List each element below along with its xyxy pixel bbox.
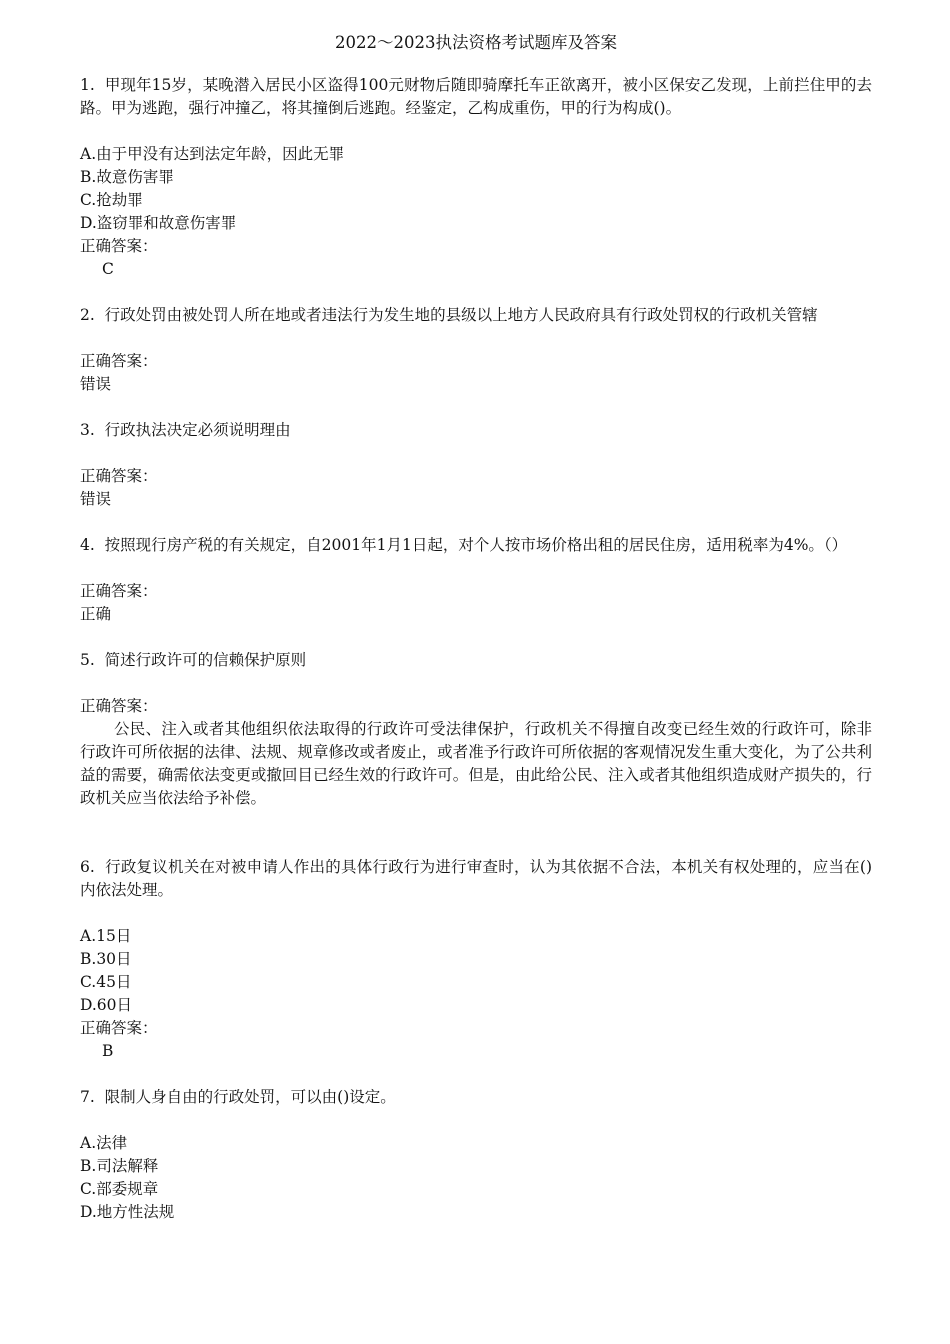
question-number: 3. bbox=[80, 421, 95, 439]
document-title: 2022～2023执法资格考试题库及答案 bbox=[335, 33, 617, 52]
question-number: 6. bbox=[80, 858, 95, 876]
question-7 bbox=[80, 1086, 872, 1224]
option-a: A.法律 bbox=[80, 1134, 128, 1152]
answer-value: C bbox=[102, 260, 114, 278]
answer-label: 正确答案： bbox=[80, 237, 158, 255]
option-a: A.由于甲没有达到法定年龄，因此无罪 bbox=[80, 145, 345, 163]
answer-essay: 公民、注入或者其他组织依法取得的行政许可受法律保护，行政机关不得擅自改变已经生效的行政许可，除非行政许可所依据的法律、法规、规章修改或者废止，或者准予行政许可所依据的客观情况发生重大变化，为了公共利益的需要，确需依法变更或撤回目已经生效的行政许可。但是，由此给公民、注入或者其他组织造成财产损失的，行政机关应当依法给予补偿。 bbox=[80, 720, 872, 807]
question-6-stem bbox=[80, 856, 872, 902]
answer-value: 错误 bbox=[80, 490, 112, 508]
option-d: D.盗窃罪和故意伤害罪 bbox=[80, 214, 237, 232]
answer-label: 正确答案： bbox=[80, 352, 158, 370]
option-d: D.60日 bbox=[80, 996, 133, 1014]
option-c: C.部委规章 bbox=[80, 1180, 159, 1198]
option-d: D.地方性法规 bbox=[80, 1203, 175, 1221]
answer-value: B bbox=[102, 1042, 114, 1060]
question-5-stem bbox=[80, 649, 872, 672]
question-4 bbox=[80, 534, 872, 626]
option-b: B.故意伤害罪 bbox=[80, 168, 174, 186]
answer-label: 正确答案： bbox=[80, 467, 158, 485]
question-2-stem bbox=[80, 304, 872, 327]
answer-value: 错误 bbox=[80, 375, 112, 393]
question-number: 5. bbox=[80, 651, 95, 669]
answer-value: 正确 bbox=[80, 605, 112, 623]
option-b: B.30日 bbox=[80, 950, 132, 968]
question-text: 按照现行房产税的有关规定，自2001年1月1日起，对个人按市场价格出租的居民住房，适用税率为4%。（） bbox=[104, 536, 848, 554]
question-text: 限制人身自由的行政处罚，可以由()设定。 bbox=[104, 1088, 396, 1106]
option-c: C.抢劫罪 bbox=[80, 191, 143, 209]
question-text: 行政复议机关在对被申请人作出的具体行政行为进行审查时，认为其依据不合法，本机关有权处理的，应当在()内依法处理。 bbox=[80, 858, 872, 899]
question-number: 2. bbox=[80, 306, 95, 324]
question-7-stem bbox=[80, 1086, 872, 1109]
question-1 bbox=[80, 74, 872, 281]
question-2 bbox=[80, 304, 872, 396]
question-text: 行政处罚由被处罚人所在地或者违法行为发生地的县级以上地方人民政府具有行政处罚权的行政机关管辖 bbox=[104, 306, 818, 324]
question-text: 简述行政许可的信赖保护原则 bbox=[104, 651, 307, 669]
option-c: C.45日 bbox=[80, 973, 132, 991]
question-4-stem bbox=[80, 534, 872, 557]
answer-label: 正确答案： bbox=[80, 582, 158, 600]
question-text: 甲现年15岁，某晚潜入居民小区盗得100元财物后随即骑摩托车正欲离开，被小区保安乙发现，上前拦住甲的去路。甲为逃跑，强行冲撞乙，将其撞倒后逃跑。经鉴定，乙构成重伤，甲的行为构成()。 bbox=[80, 76, 872, 117]
question-number: 7. bbox=[80, 1088, 95, 1106]
option-b: B.司法解释 bbox=[80, 1157, 159, 1175]
question-3-stem bbox=[80, 419, 872, 442]
question-5 bbox=[80, 649, 872, 810]
question-text: 行政执法决定必须说明理由 bbox=[104, 421, 291, 439]
question-6 bbox=[80, 856, 872, 1063]
option-a: A.15日 bbox=[80, 927, 132, 945]
answer-label: 正确答案： bbox=[80, 697, 158, 715]
question-1-stem bbox=[80, 74, 872, 120]
question-number: 4. bbox=[80, 536, 95, 554]
question-number: 1. bbox=[80, 76, 95, 94]
question-3 bbox=[80, 419, 872, 511]
answer-label: 正确答案： bbox=[80, 1019, 158, 1037]
